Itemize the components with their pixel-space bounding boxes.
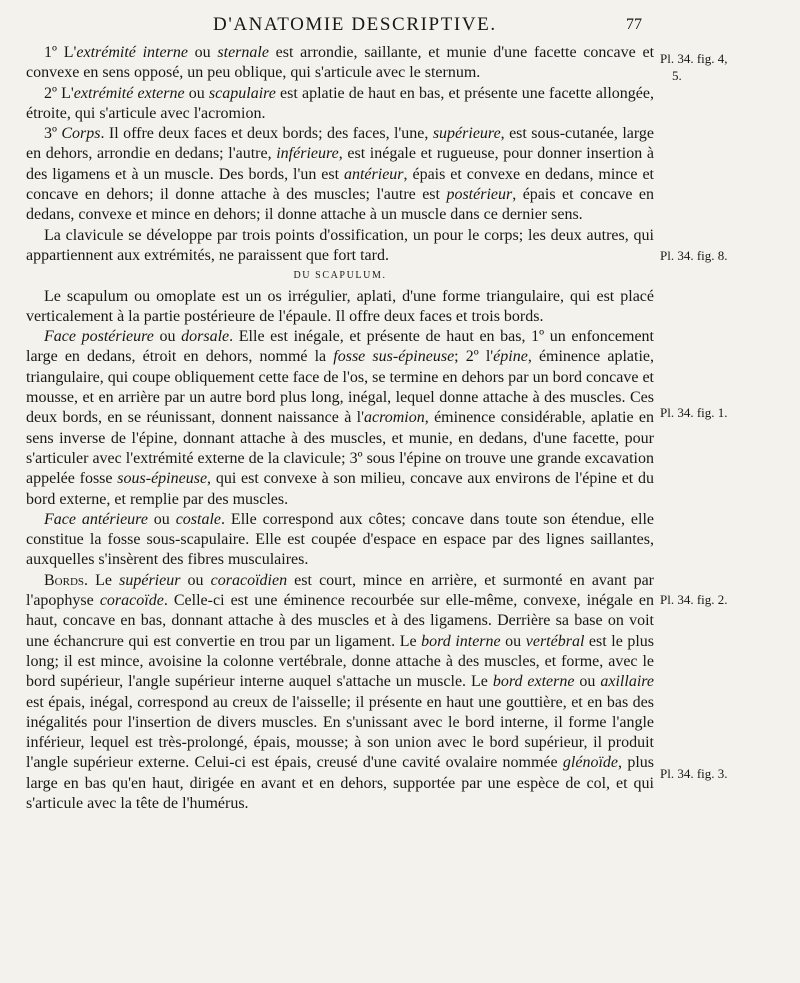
page-number: 77 [626, 16, 642, 33]
margin-note-plate-ref: Pl. 34. fig. 3. [660, 766, 728, 781]
main-text [26, 43, 654, 814]
margin-note-plate-ref: Pl. 34. fig. 1. [660, 405, 728, 420]
section-title: DU SCAPULUM. [293, 270, 387, 282]
margin-note-plate-ref: Pl. 34. fig. 2. [660, 592, 728, 607]
paragraph-clavicule-extremite-interne: 1º L'extrémité interne ou sternale est arrondie, saillante, et munie d'une facette concave et convexe en sens opposé, un peu oblique, qui s'articule avec le sternum. [26, 44, 655, 82]
paragraph-scapulum-intro: Le scapulum ou omoplate est un os irrégulier, aplati, d'une forme triangulaire, qui est placé verticalement à la partie postérieure de l'épaule. Il offre deux faces et trois bords. [26, 287, 654, 325]
page-header [0, 14, 800, 40]
running-head: D'ANATOMIE DESCRIPTIVE. [213, 14, 497, 35]
paragraph-face-posterieure: Face postérieure ou dorsale. Elle est inégale, et présente de haut en bas, 1º un enfoncement large en dedans, étroit en dehors, nommé la fosse sus-épineuse; 2º l'épine, éminence aplatie, triangulaire, qui coupe obliquement cette face de l'os, se termine en dehors par un bord concave et mousse, et en arrière par un autre bord plus long, inégal, lequel donne attache à des muscles. Ces deux bords, en se réunissant, donnent naissance à l'acromion, éminence considérable, aplatie en sens inverse de l'épine, donnant attache à des muscles, et munie, en dedans, d'une facette, pour s'articuler avec l'extrémité externe de la clavicule; 3º sous l'épine on trouve une grande excavation appelée fosse sous-épineuse, qui est convexe à son milieu, concave aux environs de l'épine et du bord externe, et remplie par des muscles. [26, 328, 655, 508]
paragraph-clavicule-extremite-externe: 2º L'extrémité externe ou scapulaire est aplatie de haut en bas, et présente une facette allongée, étroite, qui s'articule avec l'acromion. [26, 84, 655, 122]
paragraph-bords: Bords. Le supérieur ou coracoïdien est court, mince en arrière, et surmonté en avant par l'apophyse coracoïde. Celle-ci est une éminence recourbée sur elle-même, convexe, inégale en haut, concave en bas, donnant attache à des muscles et à des ligamens. Derrière sa base on voit une échancrure qui est convertie en trou par un ligament. Le bord interne ou vertébral est le plus long; il est mince, avoisine la colonne vertébrale, donne attache à des muscles, et forme, avec le bord supérieur, l'angle supérieur interne auquel s'attache un muscle. Le bord externe ou axillaire est épais, inégal, correspond au creux de l'aisselle; il présente en haut une gouttière, et en bas des inégalités pour l'insertion de divers muscles. En s'unissant avec le bord interne, il forme l'angle inférieur, lequel est très-prolongé, épais, mousse; à son union avec le bord supérieur, il produit l'angle supérieur externe. Celui-ci est épais, creusé d'une cavité ovalaire nommée glénoïde, plus large en bas qu'en haut, dirigée en avant et en dehors, supportée par une espèce de col, et qui s'articule avec la tête de l'humérus. [26, 571, 655, 812]
paragraph-clavicule-corps: 3º Corps. Il offre deux faces et deux bords; des faces, l'une, supérieure, est sous-cutanée, large en dehors, arrondie en dedans; l'autre, inférieure, est inégale et rugueuse, pour donner insertion à des ligamens et à un muscle. Des bords, l'un est antérieur, épais et convexe en dedans, mince et concave en dehors; il donne attache à des muscles; l'autre est postérieur, épais et concave en dedans, convexe et mince en dehors; il donne attache à un muscle dans ce dernier sens. [26, 125, 655, 224]
paragraph-face-anterieure: Face antérieure ou costale. Elle correspond aux côtes; concave dans toute son étendue, elle constitue la fosse sous-scapulaire. Elle est coupée d'espace en espace par des lignes saillantes, auxquelles s'insèrent des fibres musculaires. [26, 510, 654, 569]
margin-note-plate-ref: Pl. 34. fig. 8. [660, 248, 728, 263]
paragraph-clavicule-developpement: La clavicule se développe par trois points d'ossification, un pour le corps; les deux autres, qui appartiennent aux extrémités, ne paraissent que fort tard. [26, 226, 654, 264]
margin-note-plate-ref: Pl. 34. fig. 4, 5. [660, 51, 728, 83]
